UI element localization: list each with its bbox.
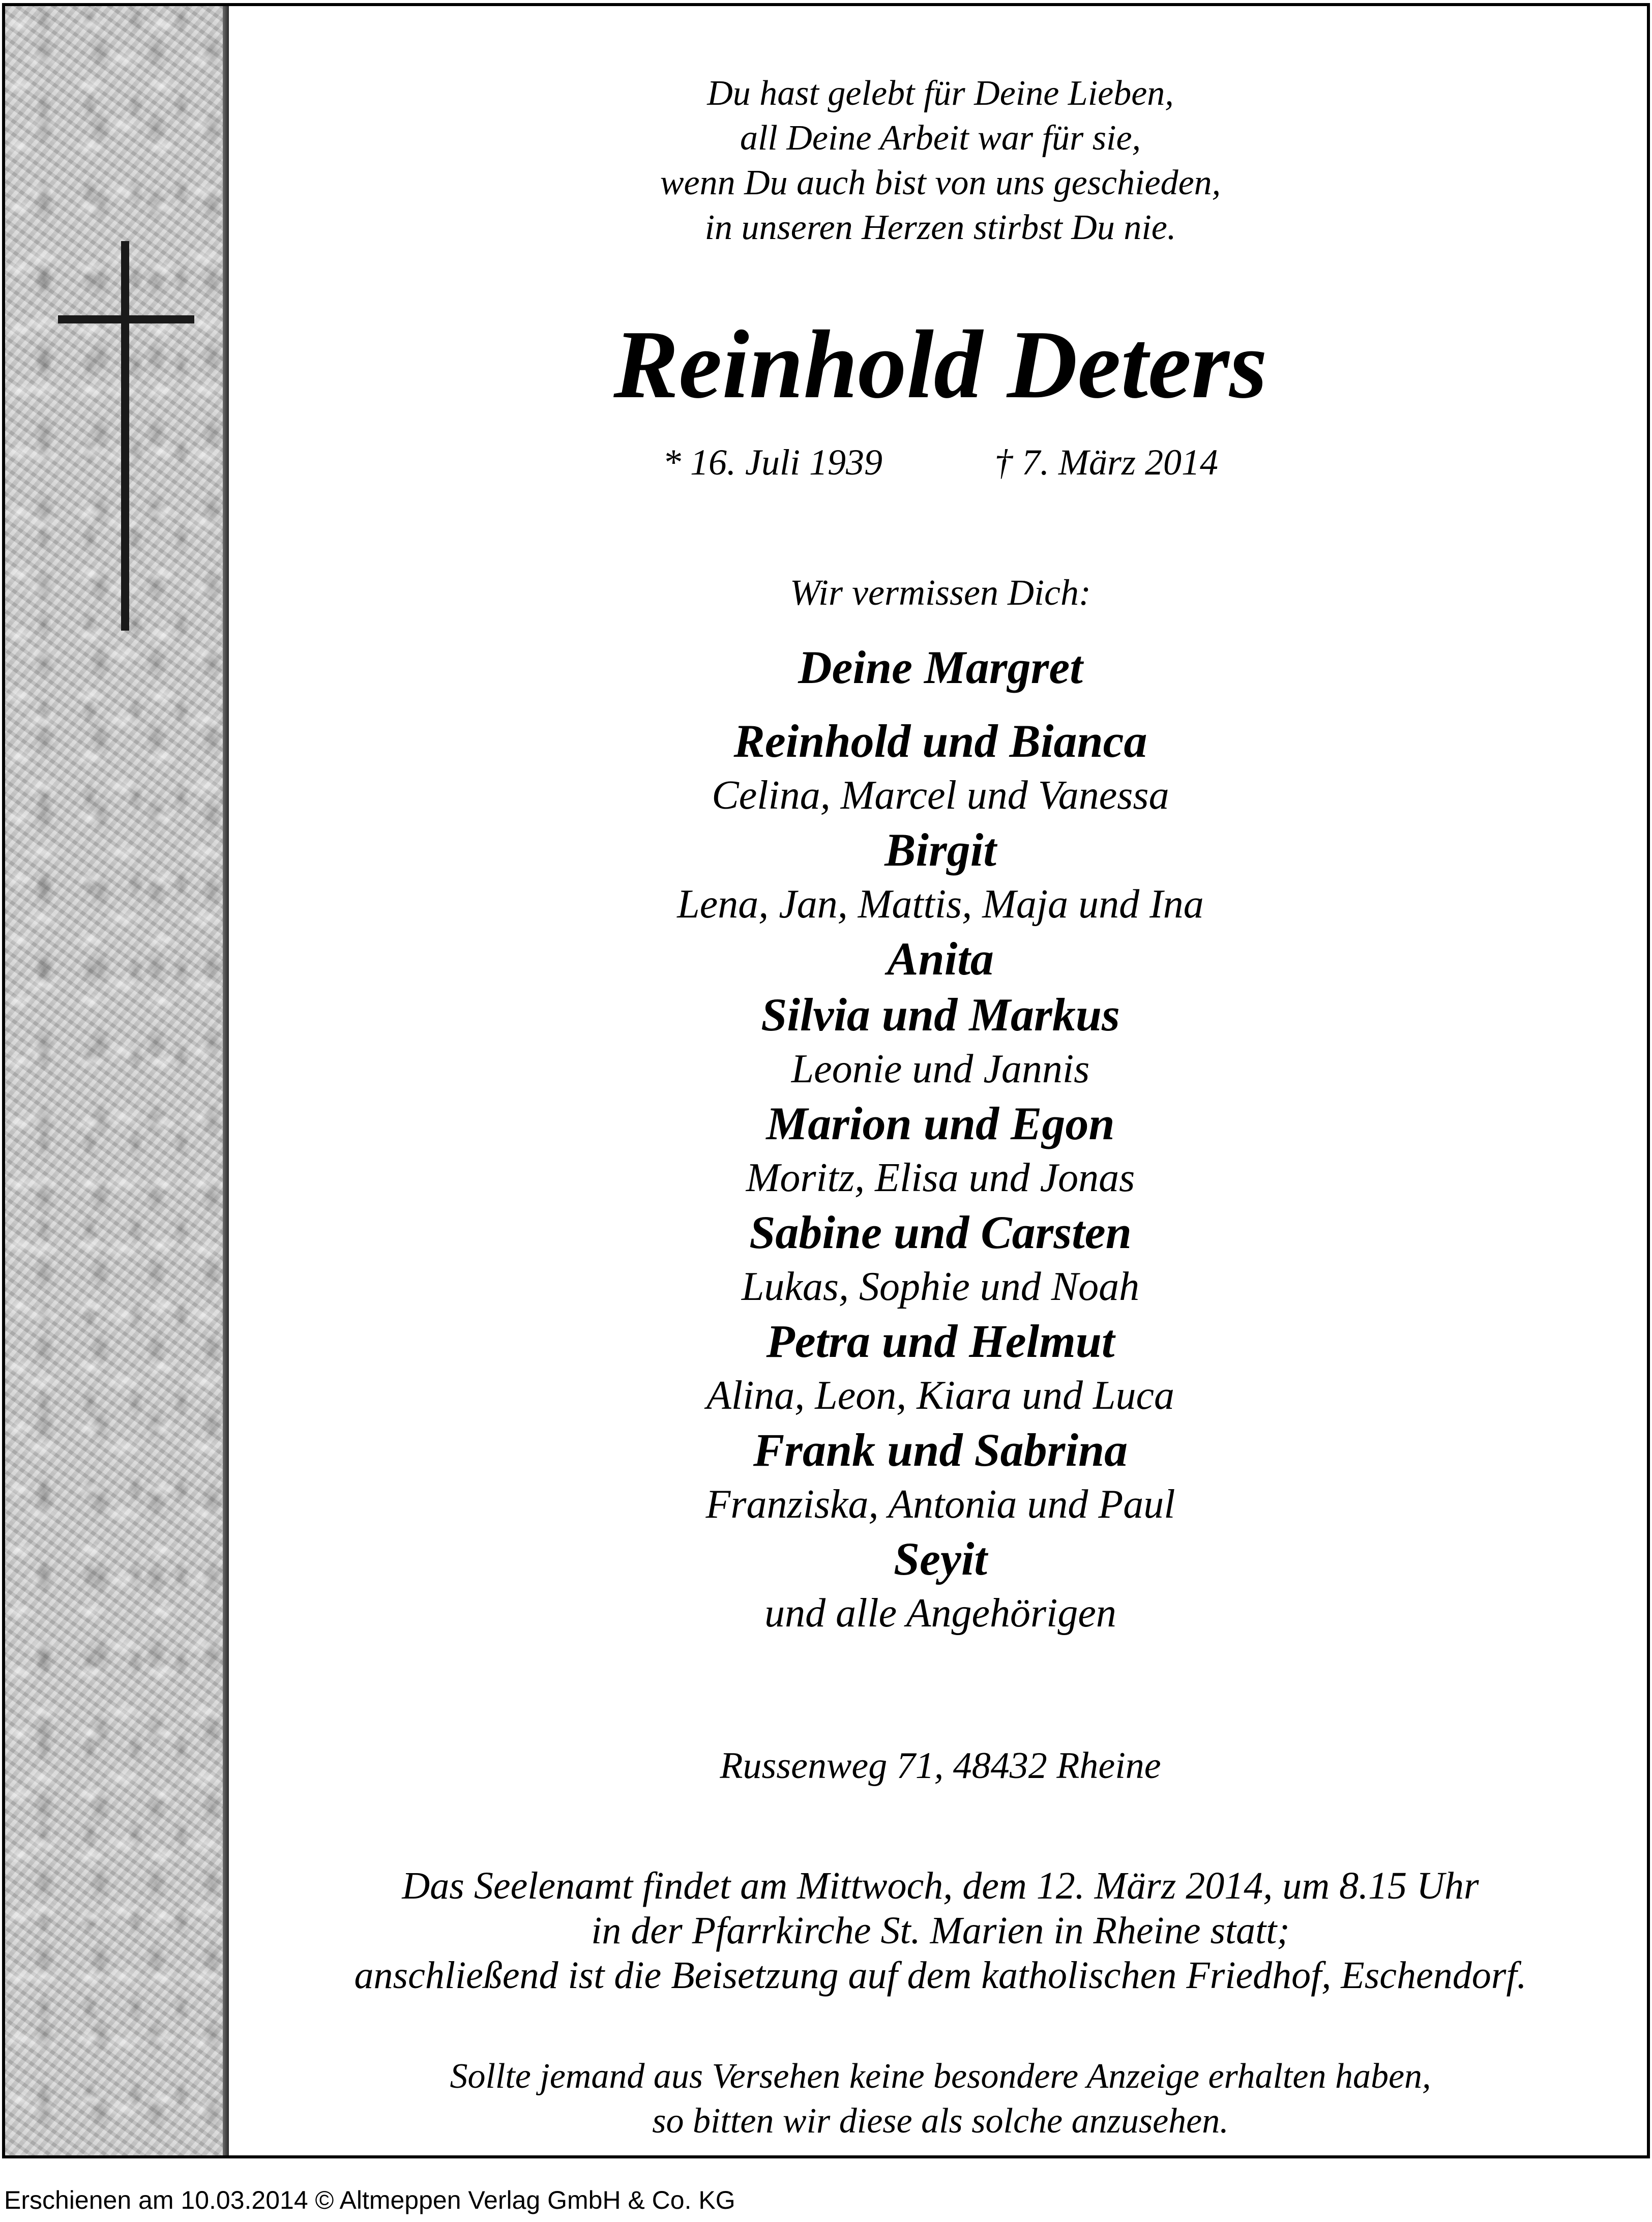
family-member-name: Petra und Helmut xyxy=(766,1315,1115,1367)
grandchildren-names: Lena, Jan, Mattis, Maja und Ina xyxy=(677,882,1204,927)
note-line: so bitten wir diese als solche anzusehen. xyxy=(652,2101,1229,2141)
family-member-name: Sabine und Carsten xyxy=(749,1206,1132,1258)
grandchildren-names: Celina, Marcel und Vanessa xyxy=(712,773,1169,818)
grandchildren-names: und alle Angehörigen xyxy=(764,1591,1116,1636)
cross-icon-crossbar xyxy=(58,315,194,323)
family-member-name: Reinhold und Bianca xyxy=(733,715,1147,767)
family-member-name: Anita xyxy=(887,933,994,985)
grandchildren-names: Alina, Leon, Kiara und Luca xyxy=(706,1373,1175,1418)
service-line: Das Seelenamt findet am Mittwoch, dem 12. März 2014, um 8.15 Uhr xyxy=(402,1864,1479,1907)
grandchildren-names: Moritz, Elisa und Jonas xyxy=(746,1156,1135,1200)
note-line: Sollte jemand aus Versehen keine besondere Anzeige erhalten haben, xyxy=(450,2057,1431,2096)
mourning-address: Russenweg 71, 48432 Rheine xyxy=(720,1745,1161,1787)
death-date: † 7. März 2014 xyxy=(994,442,1218,483)
marble-border-strip xyxy=(5,6,229,2155)
family-member-name: Frank und Sabrina xyxy=(753,1424,1128,1476)
family-member-name: Seyit xyxy=(894,1533,987,1585)
deceased-name: Reinhold Deters xyxy=(613,310,1267,419)
grandchildren-names: Leonie und Jannis xyxy=(791,1047,1090,1091)
family-member-name: Marion und Egon xyxy=(766,1098,1115,1149)
cross-icon xyxy=(121,241,129,631)
closing-note xyxy=(234,2054,1647,2144)
birth-date: * 16. Juli 1939 xyxy=(663,442,882,483)
memorial-verse xyxy=(234,71,1647,250)
obituary-frame xyxy=(2,3,1650,2158)
family-member-name: Silvia und Markus xyxy=(761,989,1120,1041)
publication-footer: Erschienen am 10.03.2014 © Altmeppen Verlag GmbH & Co. KG xyxy=(4,2186,735,2214)
service-line: anschließend ist die Beisetzung auf dem katholischen Friedhof, Eschendorf. xyxy=(354,1954,1527,1997)
grandchildren-names: Lukas, Sophie und Noah xyxy=(741,1264,1140,1309)
spouse-name: Deine Margret xyxy=(798,641,1083,693)
grandchildren-names: Franziska, Antonia und Paul xyxy=(705,1482,1175,1527)
service-notice xyxy=(234,1863,1647,1998)
family-list xyxy=(234,639,1647,1640)
service-line: in der Pfarrkirche St. Marien in Rheine statt; xyxy=(591,1909,1290,1952)
verse-line: Du hast gelebt für Deine Lieben, xyxy=(707,74,1174,113)
intro-line: Wir vermissen Dich: xyxy=(790,572,1091,613)
verse-line: wenn Du auch bist von uns geschieden, xyxy=(660,163,1221,202)
family-member-name: Birgit xyxy=(884,824,996,876)
verse-line: all Deine Arbeit war für sie, xyxy=(740,118,1141,158)
family-lines xyxy=(234,713,1647,1640)
verse-line: in unseren Herzen stirbst Du nie. xyxy=(704,208,1176,247)
life-dates xyxy=(234,439,1647,485)
